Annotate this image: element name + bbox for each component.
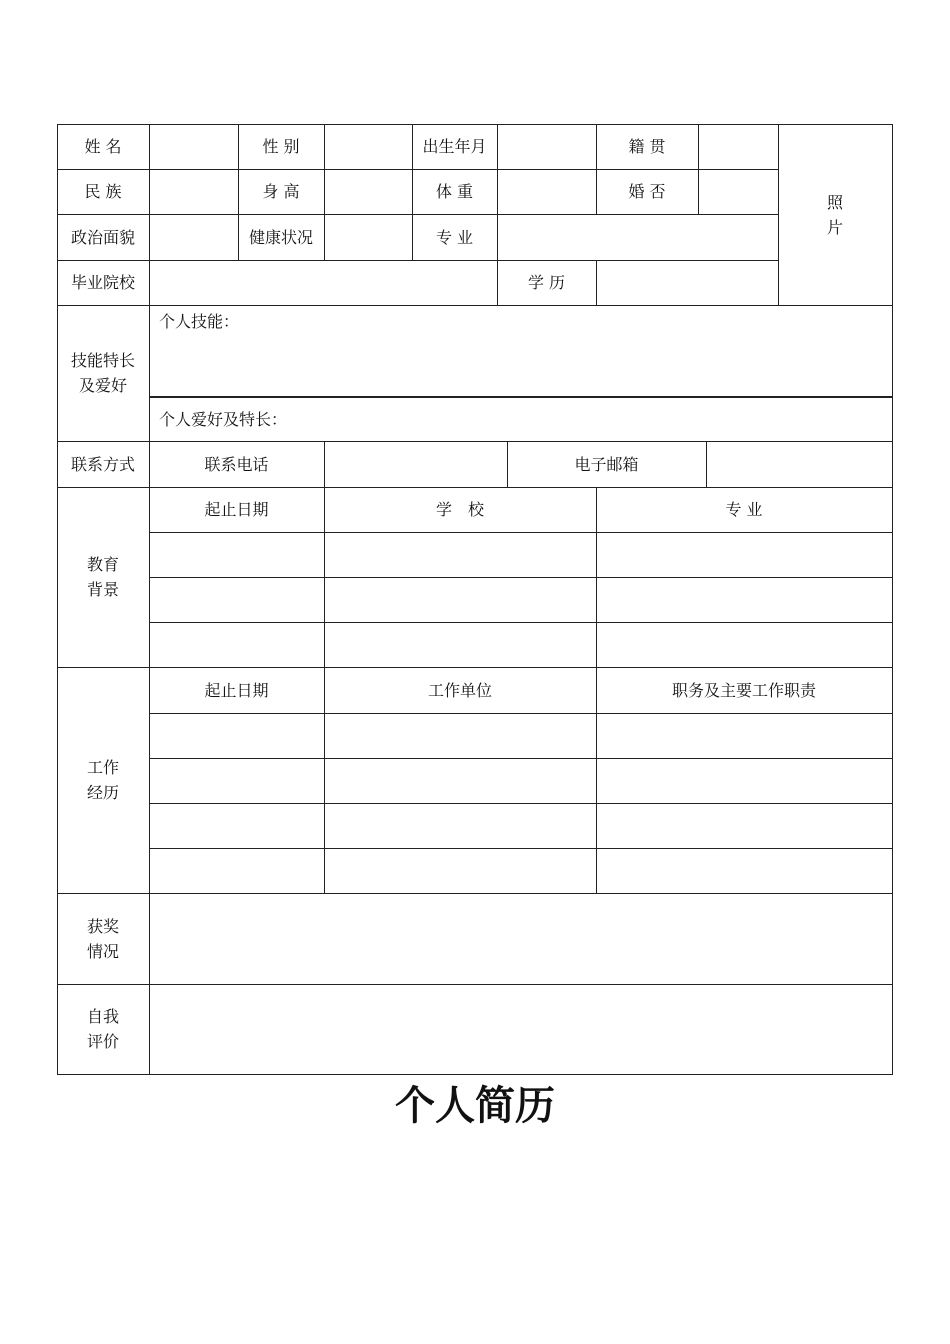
- email-field[interactable]: [707, 442, 892, 487]
- birth-field[interactable]: [498, 125, 596, 169]
- native-place-field[interactable]: [699, 125, 778, 169]
- work-row[interactable]: [150, 804, 892, 848]
- marital-field[interactable]: [699, 170, 778, 214]
- label-phone: 联系电话: [204, 454, 269, 474]
- label-education: 教育 背景: [86, 555, 119, 599]
- work-header-employer: 工作单位: [427, 680, 492, 700]
- table-border-right: [892, 124, 893, 1075]
- label-skills: 技能特长 及爱好: [70, 351, 135, 395]
- label-work: 工作 经历: [86, 758, 119, 802]
- label-weight: 体 重: [435, 182, 474, 201]
- work-row[interactable]: [150, 714, 892, 758]
- work-header-duties: 职务及主要工作职责: [671, 680, 816, 700]
- major-field[interactable]: [498, 215, 778, 260]
- ethnicity-field[interactable]: [150, 170, 238, 214]
- school-field[interactable]: [150, 261, 497, 305]
- skills-prompt: 个人技能：: [159, 312, 240, 331]
- label-marital: 婚 否: [628, 182, 666, 201]
- hobbies-field[interactable]: [149, 397, 892, 441]
- name-field[interactable]: [150, 125, 238, 169]
- weight-field[interactable]: [498, 170, 596, 214]
- label-native-place: 籍 贯: [628, 137, 666, 156]
- work-header-dates: 起止日期: [204, 680, 269, 700]
- education-header-major: 专 业: [725, 500, 763, 519]
- photo-label-2: 片: [826, 217, 843, 237]
- awards-field[interactable]: [150, 894, 892, 984]
- label-major: 专 业: [435, 227, 474, 247]
- label-height: 身 高: [262, 182, 300, 201]
- label-awards: 获奖 情况: [86, 916, 119, 961]
- hobbies-prompt: 个人爱好及特长：: [159, 409, 288, 429]
- label-degree: 学 历: [527, 273, 566, 292]
- education-row[interactable]: [150, 533, 892, 577]
- self-eval-field[interactable]: [150, 985, 892, 1074]
- page-title: 个人简历: [395, 1081, 555, 1129]
- gender-field[interactable]: [325, 125, 412, 169]
- label-name: 姓 名: [84, 137, 122, 156]
- label-contact: 联系方式: [70, 454, 135, 474]
- label-email: 电子邮箱: [574, 454, 639, 474]
- photo-label-1: 照: [826, 192, 843, 212]
- photo-area[interactable]: [778, 124, 892, 305]
- political-field[interactable]: [150, 215, 238, 260]
- education-row[interactable]: [150, 623, 892, 667]
- work-row[interactable]: [150, 759, 892, 803]
- label-political: 政治面貌: [70, 227, 135, 247]
- label-birth: 出生年月: [422, 137, 487, 156]
- degree-field[interactable]: [597, 261, 778, 305]
- education-header-dates: 起止日期: [204, 500, 269, 519]
- education-header-school: 学 校: [435, 500, 484, 519]
- label-health: 健康状况: [248, 227, 313, 247]
- health-field[interactable]: [325, 215, 412, 260]
- height-field[interactable]: [325, 170, 412, 214]
- education-row[interactable]: [150, 578, 892, 622]
- label-ethnicity: 民 族: [84, 182, 122, 201]
- work-row[interactable]: [150, 849, 892, 893]
- skills-field[interactable]: [149, 305, 892, 396]
- label-self-eval: 自我 评价: [86, 1007, 119, 1051]
- phone-field[interactable]: [325, 442, 507, 487]
- label-school: 毕业院校: [70, 273, 135, 292]
- label-gender: 性 别: [262, 137, 300, 156]
